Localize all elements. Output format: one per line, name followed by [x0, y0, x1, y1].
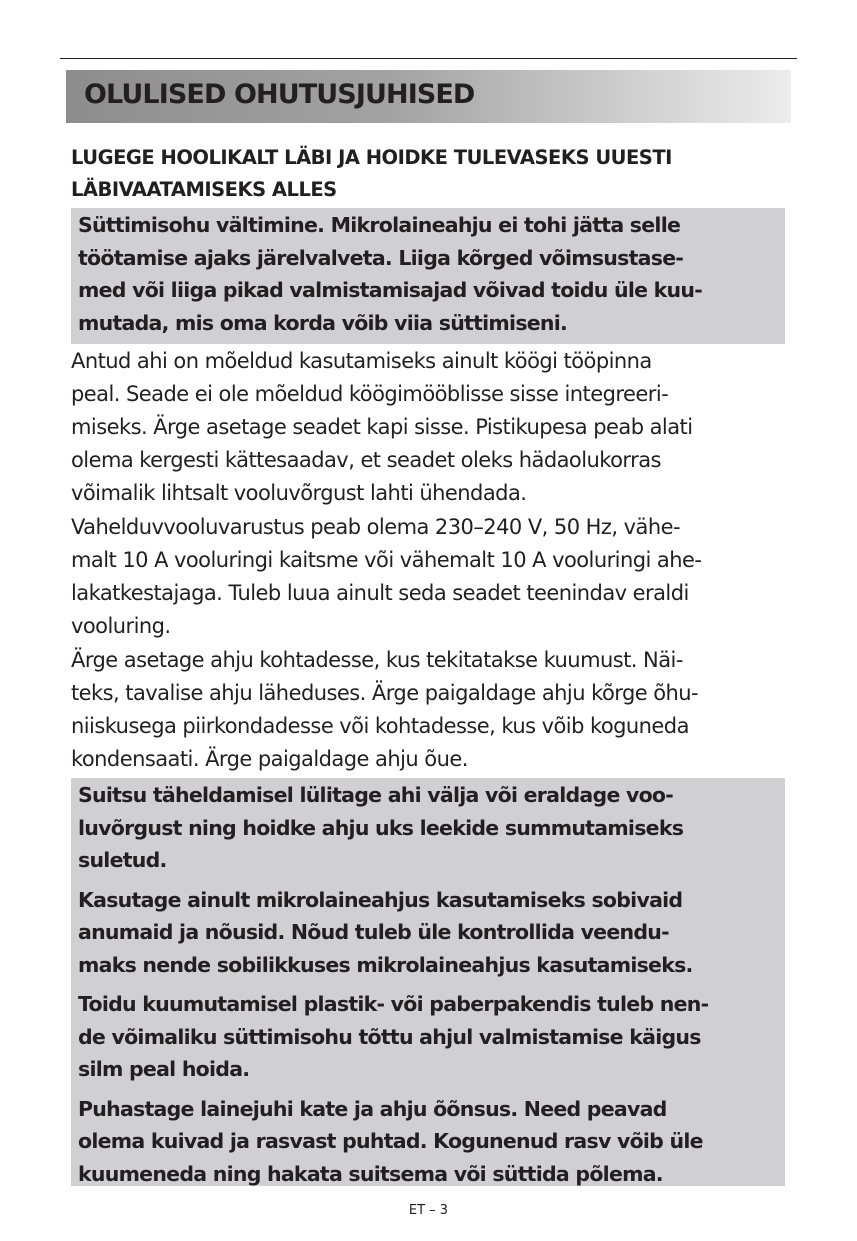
- text-line: lakatkestajaga. Tuleb luua ainult seda seadet teenindav eraldi: [71, 581, 689, 605]
- top-rule: [60, 58, 797, 59]
- warning-paragraph-cleaning: [78, 1092, 775, 1191]
- text-line: Suitsu täheldamisel lülitage ahi välja või eraldage voo-: [78, 783, 674, 807]
- text-line: Süttimisohu vältimine. Mikrolaineahju ei tohi jätta selle: [78, 213, 681, 237]
- text-line: peal. Seade ei ole mõeldud köögimööblisse sisse integreeri-: [71, 382, 669, 406]
- text-line: kondensaati. Ärge paigaldage ahju õue.: [71, 747, 468, 771]
- body-paragraph-power-supply: [71, 511, 701, 643]
- text-line: malt 10 A vooluringi kaitsme või vähemalt 10 A vooluringi ahe-: [71, 548, 702, 572]
- text-line: töötamise ajaks järelvalveta. Liiga kõrged võimsustase-: [78, 245, 684, 270]
- warning-paragraph-containers: [78, 883, 775, 982]
- text-line: vooluring.: [71, 614, 171, 638]
- text-line: Puhastage lainejuhi kate ja ahju õõnsus. Need peavad: [78, 1096, 667, 1121]
- section-title-bar: [66, 70, 791, 123]
- warning-paragraph-packaging: [78, 987, 775, 1086]
- body-paragraph-location: [71, 644, 698, 776]
- text-line: teks, tavalise ahju läheduses. Ärge paigaldage ahju kõrge õhu-: [71, 681, 699, 705]
- warning-paragraph-smoke: [78, 778, 775, 877]
- text-line: Ärge asetage ahju kohtadesse, kus tekitatakse kuumust. Näi-: [71, 648, 683, 672]
- subtitle: [71, 142, 786, 206]
- warning-paragraph: [78, 208, 775, 339]
- text-line: miseks. Ärge asetage seadet kapi sisse. Pistikupesa peab alati: [71, 415, 693, 439]
- text-line: anumaid ja nõusid. Nõud tuleb üle kontrollida veendu-: [78, 920, 669, 944]
- text-line: silm peal hoida.: [78, 1057, 250, 1081]
- text-line: olema kergesti kättesaadav, et seadet oleks hädaolukorras: [71, 448, 661, 472]
- text-line: kuumeneda ning hakata suitsema või süttida põlema.: [78, 1161, 663, 1186]
- text-line: med või liiga pikad valmistamisajad võivad toidu üle kuu-: [78, 278, 702, 302]
- text-line: niiskusega piirkondadesse või kohtadesse, kus võib koguneda: [71, 714, 689, 738]
- text-line: mutada, mis oma korda võib viia süttimiseni.: [78, 310, 568, 335]
- subtitle-line: LÄBIVAATAMISEKS ALLES: [71, 178, 337, 201]
- page-number: ET – 3: [408, 1203, 449, 1218]
- subtitle-line: LUGEGE HOOLIKALT LÄBI JA HOIDKE TULEVASEKS UUESTI: [71, 146, 672, 169]
- text-line: olema kuivad ja rasvast puhtad. Kogunenud rasv võib üle: [78, 1129, 703, 1153]
- text-line: Kasutage ainult mikrolaineahjus kasutamiseks sobivaid: [78, 887, 683, 912]
- text-line: maks nende sobilikkuses mikrolaineahjus kasutamiseks.: [78, 952, 693, 977]
- text-line: Vahelduvvooluvarustus peab olema 230–240 V, 50 Hz, vähe-: [71, 515, 680, 539]
- text-line: Antud ahi on mõeldud kasutamiseks ainult köögi tööpinna: [71, 349, 652, 373]
- text-line: võimalik lihtsalt vooluvõrgust lahti ühendada.: [71, 481, 527, 505]
- warning-box-smoke-and-containers: [71, 778, 785, 1186]
- text-line: Toidu kuumutamisel plastik- või paberpakendis tuleb nen-: [78, 992, 709, 1016]
- section-title: OLULISED OHUTUSJUHISED: [84, 79, 475, 110]
- warning-box-fire-risk: [71, 208, 785, 344]
- text-line: suletud.: [78, 848, 167, 872]
- text-line: luvõrgust ning hoidke ahju uks leekide summutamiseks: [78, 815, 684, 840]
- body-paragraph-placement: [71, 345, 693, 510]
- text-line: de võimaliku süttimisohu tõttu ahjul valmistamise käigus: [78, 1024, 701, 1049]
